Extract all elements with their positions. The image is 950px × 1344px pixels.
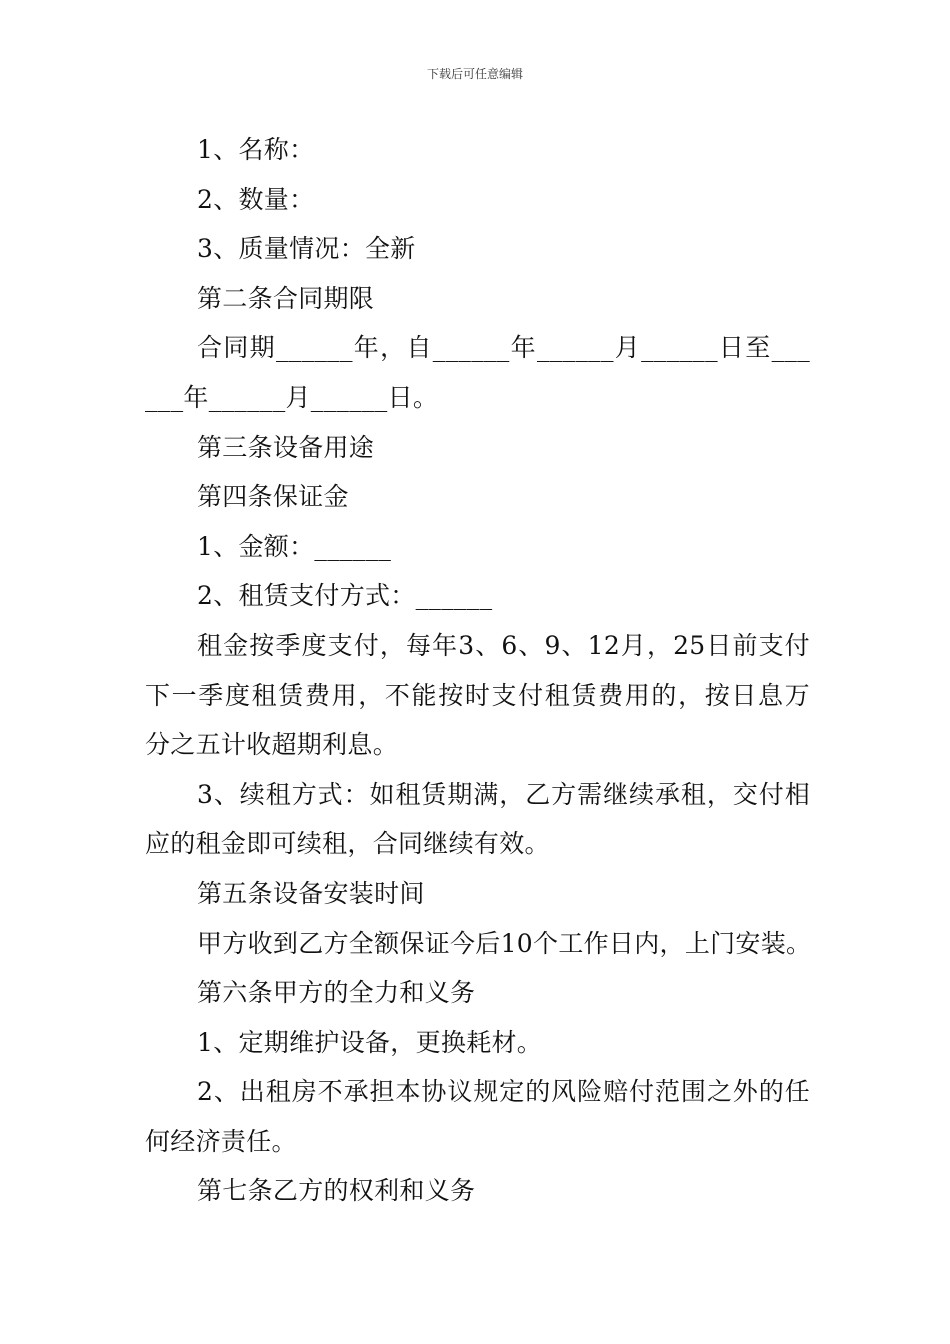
article-3-heading: 第三条设备用途: [197, 432, 375, 462]
article-6-heading: 第六条甲方的全力和义务: [197, 978, 476, 1008]
party-a-duty-1: 1、定期维护设备，更换耗材。: [197, 1027, 543, 1057]
rent-paragraph-line-3: 分之五计收超期利息。: [145, 730, 399, 760]
contract-term-line: 合同期______年，自______年______月______日至___: [197, 333, 810, 363]
renewal-line-1: 3、续租方式：如租赁期满，乙方需继续承租，交付相: [197, 779, 810, 809]
item-quantity-line: 2、数量：: [197, 184, 315, 214]
page-header: 下载后可任意编辑: [426, 67, 523, 81]
document-body: [145, 125, 810, 1216]
article-7-heading: 第七条乙方的权利和义务: [197, 1176, 476, 1206]
deposit-amount-line: 1、金额：______: [197, 531, 392, 561]
contract-term-line-cont: ___年______月______日。: [145, 382, 439, 412]
payment-method-line: 2、租赁支付方式：______: [197, 581, 493, 611]
installation-line: 甲方收到乙方全额保证今后10个工作日内，上门安装。: [197, 928, 812, 958]
article-5-heading: 第五条设备安装时间: [197, 878, 425, 908]
party-a-duty-2-line-1: 2、出租房不承担本协议规定的风险赔付范围之外的任: [197, 1077, 810, 1107]
article-4-heading: 第四条保证金: [197, 482, 349, 512]
party-a-duty-2-line-2: 何经济责任。: [145, 1126, 297, 1156]
article-2-heading: 第二条合同期限: [197, 283, 375, 313]
renewal-line-2: 应的租金即可续租，合同继续有效。: [145, 829, 550, 859]
rent-paragraph-line-2: 下一季度租赁费用，不能按时支付租赁费用的，按日息万: [145, 680, 810, 710]
item-quality-line: 3、质量情况：全新: [197, 234, 416, 264]
item-name-line: 1、名称：: [197, 135, 315, 164]
rent-paragraph-line-1: 租金按季度支付，每年3、6、9、12月，25日前支付: [197, 630, 810, 660]
